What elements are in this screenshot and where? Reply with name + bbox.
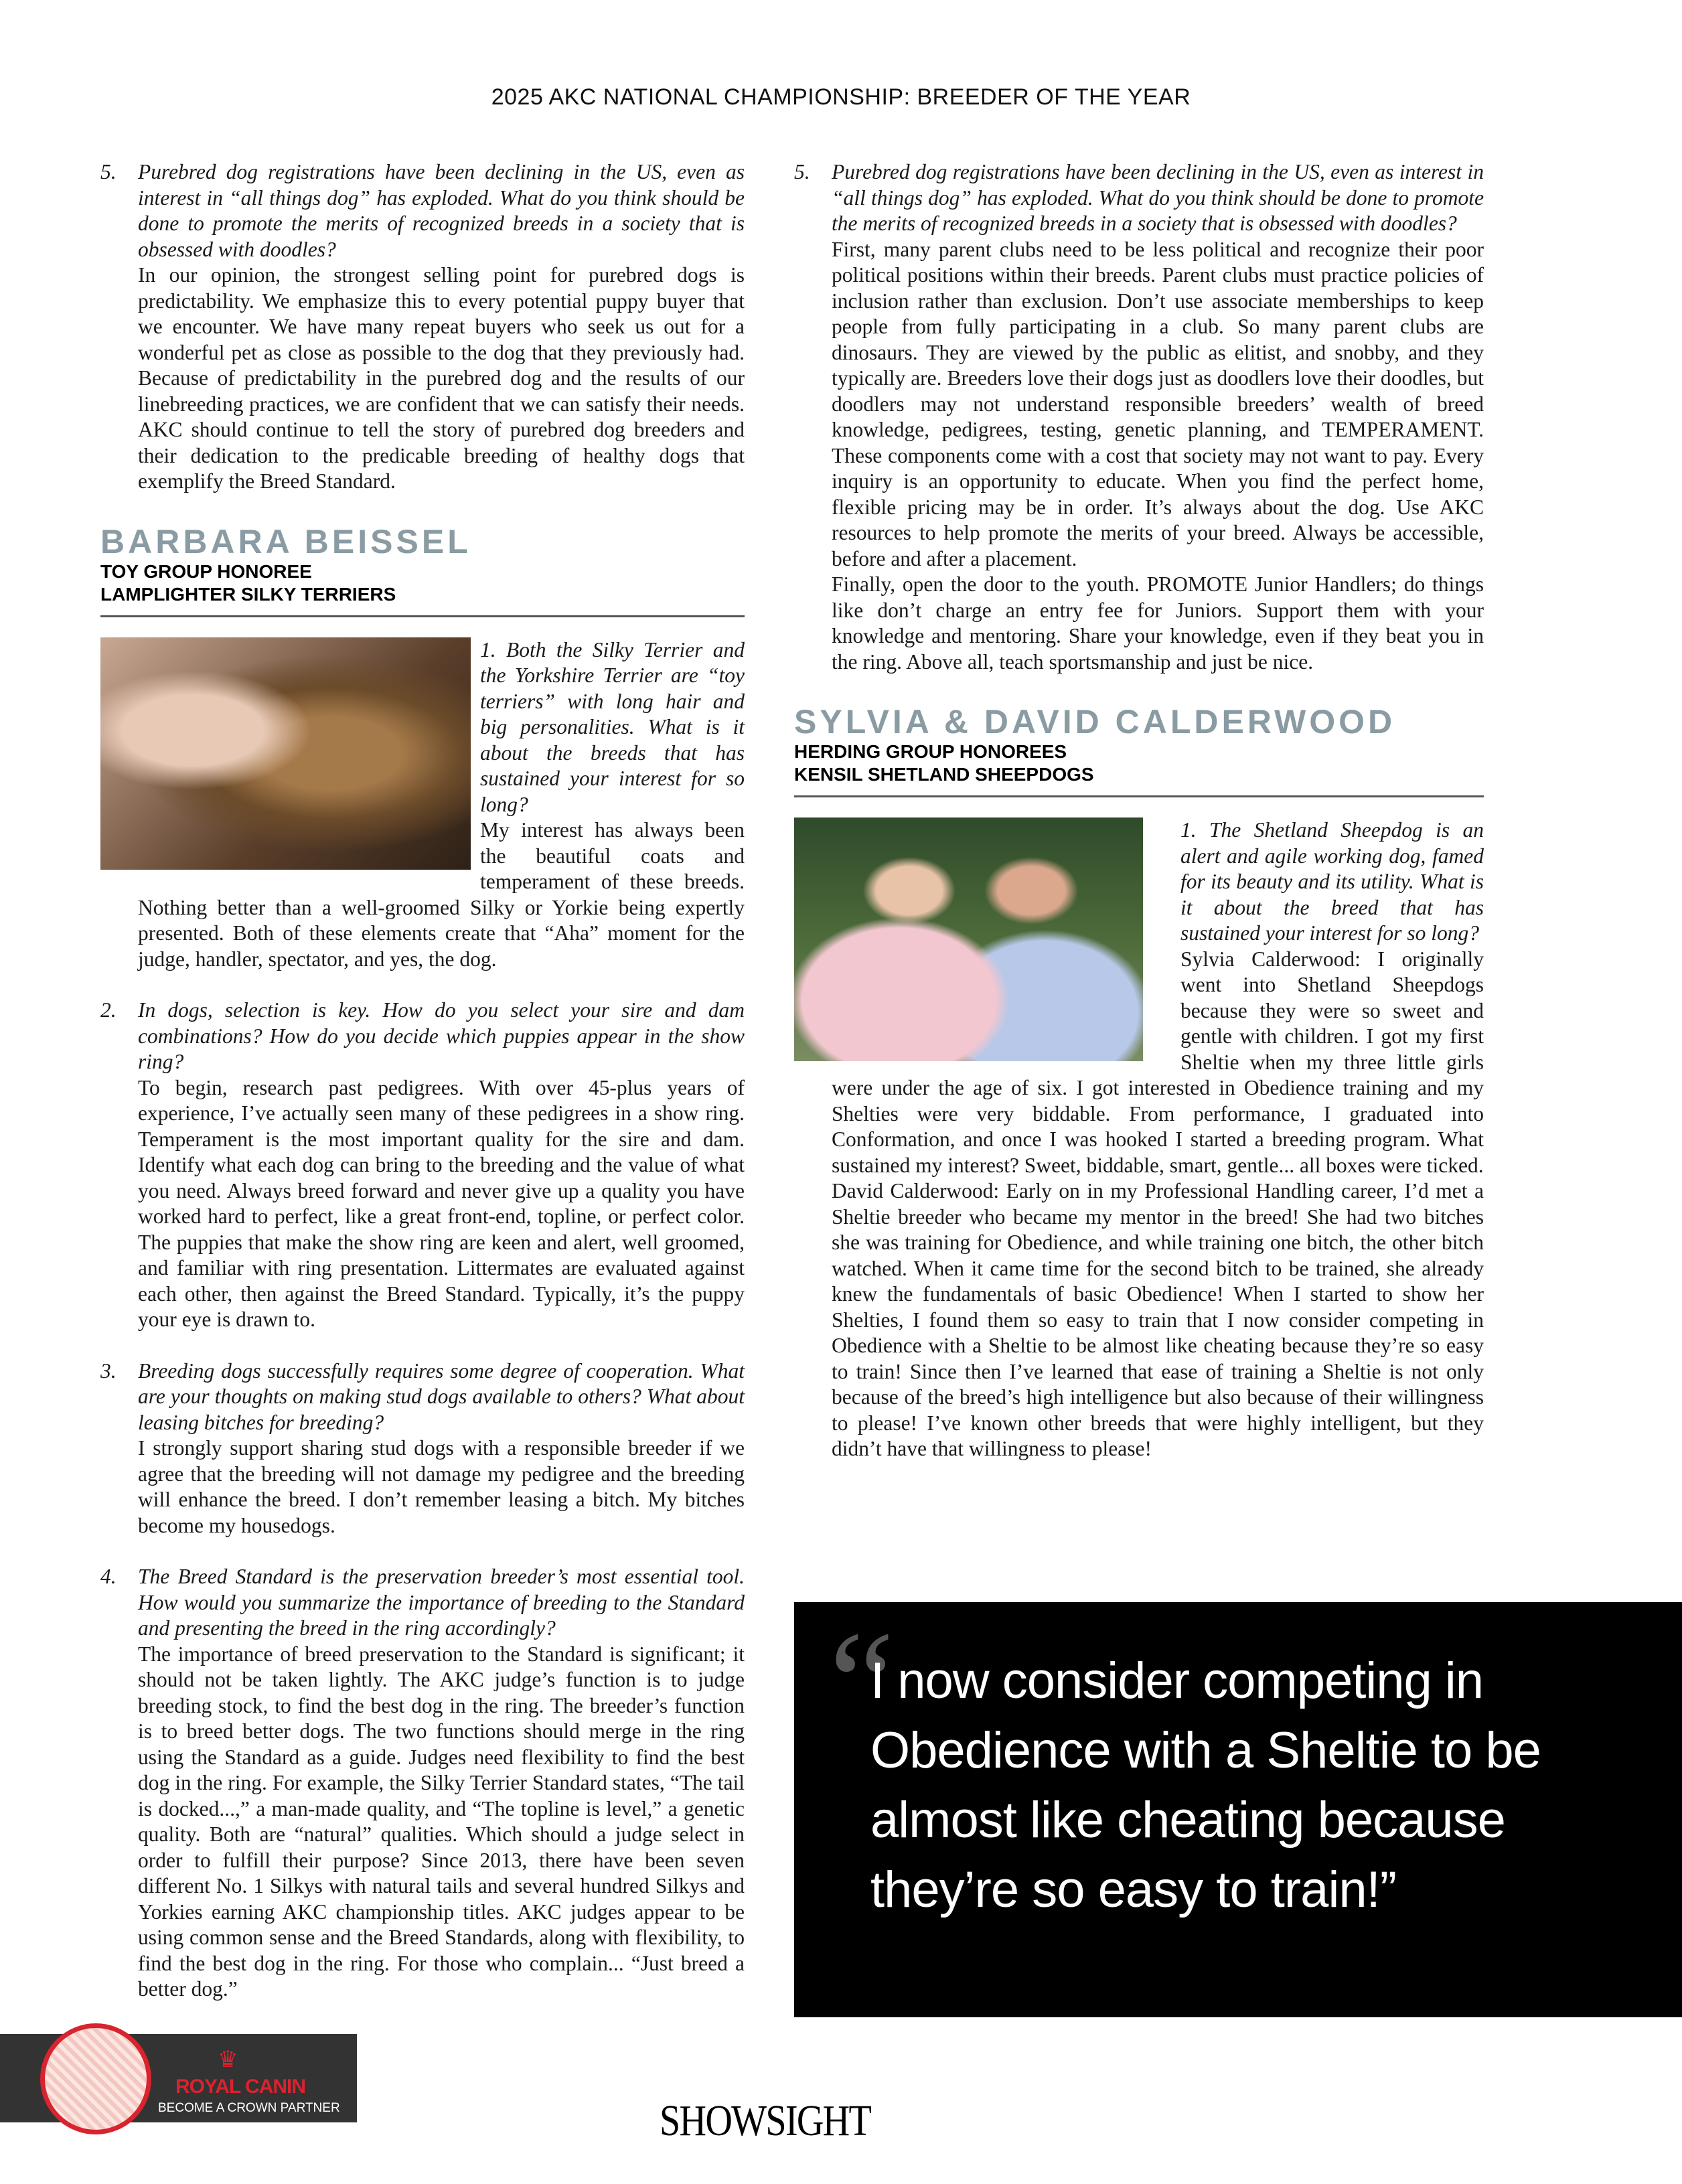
answer-2: To begin, research past pedigrees. With over 45-plus years of experience, I’ve actually seen many of these pedigrees in a show ring. Temperament is the most important quality for the sire and dam. Identify what each dog can bring to the breeding and the value of what you need. Always breed forward and never give up a quality you have worked hard to perfect, like a great front-end, topline, or perfect color. The puppies that make the show ring are keen and alert, well groomed, and familiar with ring presentation. Littermates are evaluated against each other, then against the Breed Standard. Typically, it’s the puppy your eye is drawn to.: [138, 1075, 745, 1331]
showsight-logo: SHOWSIGHT: [660, 2096, 871, 2145]
left-column: [100, 159, 745, 2003]
divider: [794, 795, 1484, 797]
pull-quote: [794, 1602, 1682, 2017]
ad-brand: ROYAL CANIN: [175, 2076, 306, 2098]
question-5: 5. Purebred dog registrations have been declining in the US, even as interest in “all things dog” has exploded. What do you think should be done to promote the merits of recognized breeds in a society that is obsessed with doodles?: [100, 160, 745, 261]
question-2: 2. In dogs, selection is key. How do you select your sire and dam combinations? How do you decide which puppies appear in the show ring?: [100, 998, 745, 1073]
breeder-group: TOY GROUP HONOREE: [100, 560, 312, 582]
breeder-kennel: LAMPLIGHTER SILKY TERRIERS: [100, 583, 396, 605]
item-1-right: 1. The Shetland Sheepdog is an alert and agile working dog, famed for its beauty and its utility. What is it about the breed that has sustained your interest for so long? Sylvia Calderwood: I originally went into Shetland Sheepdogs because they were so sweet and gentle with children. I got my first Sheltie when my three little girls were under the age of six. I got interested in Obedience training and my Shelties were very biddable. From performance, I graduated into Conformation, and once I was hooked I started a breeding program. What sustained my interest? Sweet, biddable, smart, gentle... all boxes were ticked. David Calderwood: Early on in my Professional Handling career, I’d met a Sheltie breeder who became my mentor in the breed! She had two bitches she was training for Obedience, and while training one bitch, the other bitch watched. When it came time for the second bitch to be trained, she already knew the fundamentals of basic Obedience! When I started to show her Shelties, I found them so easy to train that I now consider competing in Obedience with a Sheltie to be almost like cheating because they’re so easy to train! Since then I’ve learned that ease of training a Sheltie is not only because of the breed’s high intelligence but also because of their willingness to please! I’ve known other breeds that were highly intelligent, but they didn’t have that willingness to please!: [794, 817, 1484, 1462]
quote-mark-icon: “: [829, 1601, 895, 1764]
answer-4: The importance of breed preservation to the Standard is significant; it should not be taken lightly. The AKC judge’s function is to judge breeding stock, to find the best dog in the ring. The breeder’s function is to breed better dogs. The two functions should merge in the ring using the Standard as a guide. Judges need flexibility to find the best dog in the ring. For example, the Silky Terrier Standard states, “The tail is docked...,” a man-made quality, and “The topline is level,” a genetic quality. Both are “natural” qualities. Which should a judge select in order to fulfill their purpose? Since 2013, there have been seven different No. 1 Silkys with natural tails and several hundred Silkys and Yorkies earning AKC championship titles. AKC judges appear to be using common sense and the Breed Standards, along with flexibility, to find the best dog in the ring. For those who complain... “Just breed a better dog.”: [138, 1642, 745, 2001]
divider: [100, 615, 745, 617]
ad-tagline: BECOME A CROWN PARTNER: [158, 2101, 340, 2115]
question-4: 4. The Breed Standard is the preservation breeder’s most essential tool. How would you summarize the importance of breeding to the Standard and presenting the breed in the ring accordingly?: [100, 1565, 745, 1640]
right-column: 5. Purebred dog registrations have been declining in the US, even as interest in “all things dog” has exploded. What do you think should be done to promote the merits of recognized breeds in a society that is obsessed with doodles? First, many parent clubs need to be less political and recognize their poor political positions within their breeds. Parent clubs must practice policies of inclusion rather than exclusion. Don’t use associate memberships to keep people from fully participating in a club. So many parent clubs are dinosaurs. They are viewed by the public as elitist, and snobby, and they typically are. Breeders love their dogs just as doodlers love their doodles, but doodlers may not understand responsible breeders’ wealth of breed knowledge, pedigrees, testing, genetic planning, and TEMPERAMENT. These components come with a cost that society may not want to pay. Every inquiry is an opportunity to educate. When you find the perfect home, flexible pricing may be in order. It’s always about the dog. Use AKC resources to help promote the merits of your breed. Always be accessible, before and after a placement. Finally, open the door to the youth. PROMOTE Junior Handlers; do things like don’t charge an entry fee for Juniors. Support them with your knowledge and mentoring. Share your knowledge, even if they beat you in the ring. Above all, teach sportsmanship and just be nice. SYLVIA & DAVID CALDERWOOD HERDING GROUP HONOREES KENSIL SHETLAND SHEEPDOGS 1. The Shetland Sheepdog is an alert and agile working dog, famed for its beauty and its utility. What is it about the breed that has sustained your interest for so long? Sylvia Calderwood: I originally went into Shetland Sheepdogs because they were so sweet and gentle with children. I got my first Sheltie when my three little girls were under the age of six. I got interested in Obedience training and my Shelties were very biddable. From performance, I graduated into Conformation, and once I was hooked I started a breeding program. What sustained my interest? Sweet, biddable, smart, gentle... all boxes were ticked. David Calderwood: Early on in my Professional Handling career, I’d met a Sheltie breeder who became my mentor in the breed! She had two bitches she was training for Obedience, and while training one bitch, the other bitch watched. When it came time for the second bitch to be trained, she already knew the fundamentals of basic Obedience! When I started to show her Shelties, I found them so easy to train that I now consider competing in Obedience with a Sheltie to be almost like cheating because they’re so easy to train! Since then I’ve learned that ease of training a Sheltie is not only because of the breed’s high intelligence but also because of their willingness to please! I’ve known other breeds that were highly intelligent, but they didn’t have that willingness to please!: [794, 159, 1484, 1462]
crown-icon: ♛: [218, 2047, 238, 2072]
qr-code-icon[interactable]: [40, 2023, 151, 2134]
royal-canin-ad[interactable]: [0, 2034, 357, 2122]
question-3: 3. Breeding dogs successfully requires some degree of cooperation. What are your thoughts on making stud dogs available to others? What about leasing bitches for breeding?: [100, 1358, 745, 1434]
answer-3: I strongly support sharing stud dogs with a responsible breeder if we agree that the breeding will not damage my pedigree and the breeding will enhance the breed. I don’t remember leasing a bitch. My bitches become my housedogs.: [138, 1436, 745, 1537]
breeder-name-calderwood: SYLVIA & DAVID CALDERWOOD: [794, 703, 1396, 740]
item-1: 1. Both the Silky Terrier and the Yorkshire Terrier are “toy terriers” with long hair and big personalities. What is it about the breeds that has sustained your interest for so long? My interest has always been the beautiful coats and temperament of these breeds. Nothing better than a well-groomed Silky or Yorkie being expertly presented. Both of these elements create that “Aha” moment for the judge, handler, spectator, and yes, the dog.: [100, 637, 745, 973]
page-header-title: 2025 AKC NATIONAL CHAMPIONSHIP: BREEDER OF THE YEAR: [491, 84, 1191, 110]
question-5-right: 5. Purebred dog registrations have been declining in the US, even as interest in “all things dog” has exploded. What do you think should be done to promote the merits of recognized breeds in a society that is obsessed with doodles?: [794, 160, 1484, 235]
answer-5: In our opinion, the strongest selling point for purebred dogs is predictability. We emphasize this to every potential puppy buyer that we encounter. We have many repeat buyers who seek us out for a wonderful pet as close as possible to the dog that they previously had. Because of predictability in the purebred dog and the results of our linebreeding practices, we are confident that we can satisfy their needs. AKC should continue to tell the story of purebred dog breeders and their dedication to the predicable breeding of healthy dogs that exemplify the Breed Standard.: [138, 263, 745, 493]
breeder-name: BARBARA BEISSEL: [100, 522, 471, 560]
pull-quote-text: I now consider competing in Obedience with a Sheltie to be almost like cheating because they’re so easy to train!”: [870, 1652, 1541, 1918]
